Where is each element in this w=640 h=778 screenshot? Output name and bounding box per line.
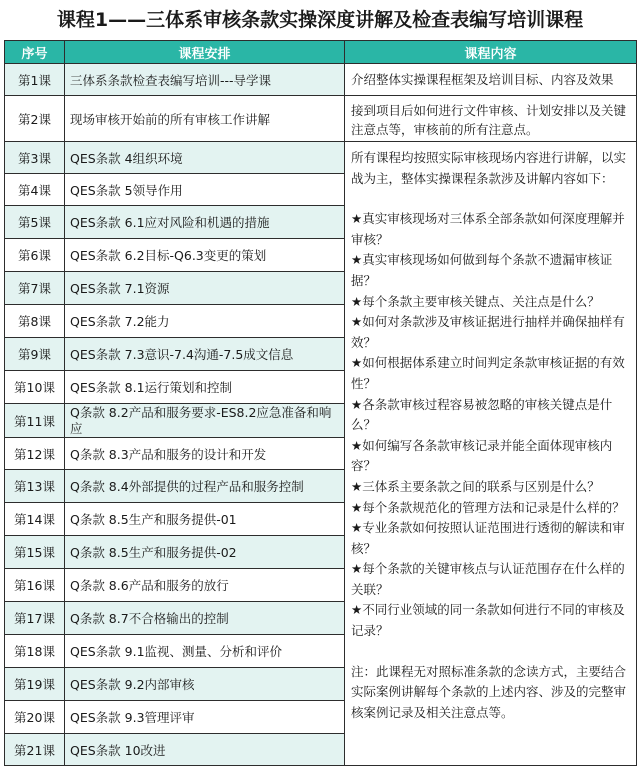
course-table [4,40,637,766]
content-note: 注：此课程无对照标准条款的念读方式，主要结合实际案例讲解每个条款的上述内容、涉及的完整审核案例记录及相关注意点等。 [351,663,627,720]
page-title: 课程1——三体系审核条款实操深度讲解及检查表编写培训课程 [56,9,584,31]
row-no: 第5课 [5,206,65,239]
row-no: 第11课 [5,404,65,438]
row-course: Q条款 8.7不合格输出的控制 [65,602,345,635]
merged-content-cell [345,142,637,766]
row-course: QES条款 7.1资源 [65,272,345,305]
row-course: QES条款 9.3管理评审 [65,701,345,734]
table-row [5,142,637,174]
row-no: 第12课 [5,438,65,470]
row-course: QES条款 5领导作用 [65,174,345,206]
content-point: ★不同行业领域的同一条款如何进行不同的审核及记录？ [351,602,625,639]
row-course: QES条款 7.2能力 [65,305,345,338]
content-point: ★真实审核现场对三体系全部条款如何深度理解并审核？ [351,211,625,247]
row-no: 第4课 [5,174,65,206]
row-course: QES条款 10改进 [65,734,345,766]
row-no: 第13课 [5,470,65,503]
row-course: QES条款 9.2内部审核 [65,668,345,701]
row-course: 现场审核开始前的所有审核工作讲解 [65,96,345,142]
row-course: QES条款 4组织环境 [65,142,345,174]
header-schedule: 课程安排 [65,41,345,64]
row-course: Q条款 8.6产品和服务的放行 [65,569,345,602]
content-point: ★各条款审核过程容易被忽略的审核关键点是什么？ [351,396,613,433]
row-no: 第7课 [5,272,65,305]
row-no: 第8课 [5,305,65,338]
content-point: ★每个条款主要审核关键点、关注点是什么？ [351,293,600,309]
row-course: 三体系条款检查表编写培训---导学课 [65,64,345,96]
content-intro: 所有课程均按照实际审核现场内容进行讲解，以实战为主，整体实操课程条款涉及讲解内容如下： [351,150,627,186]
table-header-row [5,41,637,64]
row-course: Q条款 8.5生产和服务提供-02 [65,536,345,569]
table-row [5,64,637,96]
row-no: 第15课 [5,536,65,569]
table-row [5,96,637,142]
row-course: Q条款 8.4外部提供的过程产品和服务控制 [65,470,345,503]
row-course: QES条款 6.1应对风险和机遇的措施 [65,206,345,239]
row-no: 第10课 [5,371,65,404]
row-course: QES条款 6.2目标-Q6.3变更的策划 [65,239,345,272]
content-point: ★每个条款规范化的管理方法和记录是什么样的？ [351,499,625,515]
content-point: ★三体系主要条款之间的联系与区别是什么？ [351,478,600,494]
content-point: ★如何编写各条款审核记录并能全面体现审核内容？ [351,437,613,474]
row-course: QES条款 7.3意识-7.4沟通-7.5成文信息 [65,338,345,371]
row-no: 第3课 [5,142,65,174]
row-content: 接到项目后如何进行文件审核、计划安排以及关键注意点等，审核前的所有注意点。 [345,96,637,142]
content-point: ★如何对条款涉及审核证据进行抽样并确保抽样有效？ [351,314,625,350]
header-no: 序号 [5,41,65,64]
row-no: 第20课 [5,701,65,734]
row-no: 第19课 [5,668,65,701]
row-course: Q条款 8.5生产和服务提供-01 [65,503,345,536]
row-content: 介绍整体实操课程框架及培训目标、内容及效果 [345,64,637,96]
row-no: 第2课 [5,96,65,142]
row-no: 第16课 [5,569,65,602]
row-no: 第21课 [5,734,65,766]
header-content: 课程内容 [345,41,637,64]
content-point: ★如何根据体系建立时间判定条款审核证据的有效性？ [351,355,625,391]
row-no: 第1课 [5,64,65,96]
content-point: ★每个条款的关键审核点与认证范围存在什么样的关联？ [351,561,625,597]
row-no: 第17课 [5,602,65,635]
row-course: Q条款 8.2产品和服务要求-ES8.2应急准备和响应 [65,404,345,438]
content-point: ★真实审核现场如何做到每个条款不遗漏审核证据？ [351,252,613,288]
row-course: Q条款 8.3产品和服务的设计和开发 [65,438,345,470]
row-course: QES条款 8.1运行策划和控制 [65,371,345,404]
row-no: 第6课 [5,239,65,272]
content-point: ★专业条款如何按照认证范围进行透彻的解读和审核？ [351,520,625,556]
row-no: 第14课 [5,503,65,536]
row-no: 第9课 [5,338,65,371]
row-course: QES条款 9.1监视、测量、分析和评价 [65,635,345,668]
row-no: 第18课 [5,635,65,668]
